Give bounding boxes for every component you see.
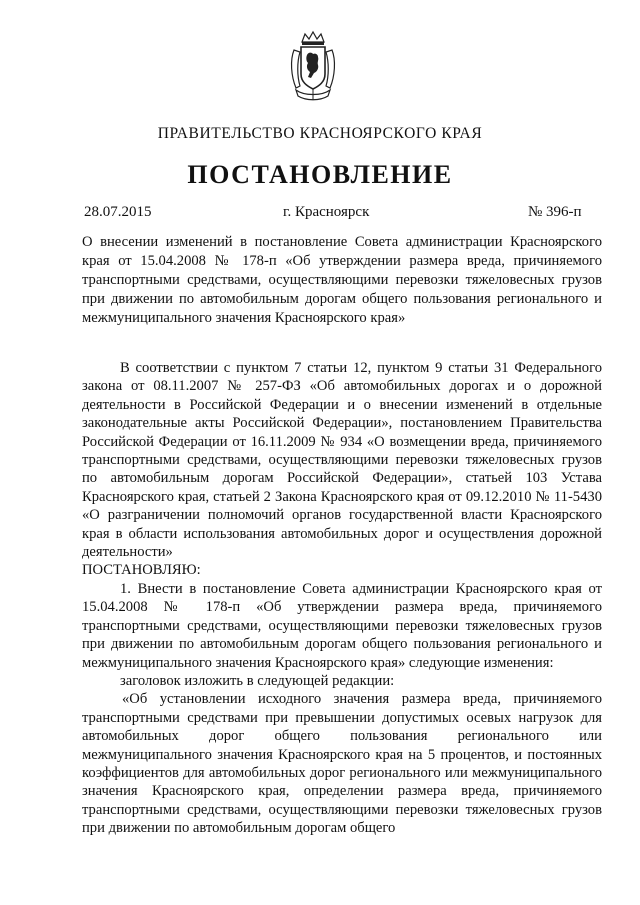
government-name: ПРАВИТЕЛЬСТВО КРАСНОЯРСКОГО КРАЯ	[157, 125, 483, 142]
document-title: ПОСТАНОВЛЕНИЕ	[187, 160, 453, 189]
preamble-paragraph: В соответствии с пунктом 7 статьи 12, пунктом 9 статьи 31 Федерального закона от 08.11.2007 № 257-ФЗ «Об автомобильных дорогах и о дорожной деятельности в Российской Федерации и о внесении изменений в отдельные законодательные акты Российской Федерации», постановлением Правительства Российской Федерации от 16.11.2009 № 934 «О возмещении вреда, причиняемого транспортными средствами, осуществляющими перевозки тяжеловесных грузов по автомобильным дорогам Российской Федерации», статьей 103 Устава Красноярского края, статьей 2 Закона Красноярского края от 09.12.2010 № 11-5430 «О разграничении полномочий органов государственной власти Красноярского края в области использования автомобильных дорог и осуществления дорожной деятельности»	[82, 360, 602, 561]
document-body	[82, 359, 602, 838]
heading-change-paragraph: заголовок изложить в следующей редакции:	[120, 672, 395, 689]
quoted-heading-paragraph: «Об установлении исходного значения размера вреда, причиняемого транспортными средствами при превышении допустимых осевых нагрузок для автомобильных дорог общего пользования регионального или межмуниципального значения Красноярского края на 5 процентов, и постоянных коэффициентов для автомобильных дорог регионального или межмуниципального значения Красноярского края, определении размера вреда, причиняемого транспортными средствами, осуществляющими перевозки тяжеловесных грузов при движении по автомобильным дорогам общего	[82, 691, 602, 837]
item-1-paragraph: 1. Внести в постановление Совета администрации Красноярского края от 15.04.2008 № 178-п «Об утверждении размера вреда, причиняемого транспортными средствами, осуществляющими перевозки тяжеловесных грузов при движении по автомобильным дорогам общего пользования регионального и межмуниципального значения Красноярского края» следующие изменения:	[82, 580, 602, 671]
document-number: № 396-п	[528, 204, 582, 220]
document-date: 28.07.2015	[84, 204, 152, 220]
coat-of-arms-icon	[288, 30, 338, 104]
document-city: г. Красноярск	[283, 204, 370, 220]
document-subject: О внесении изменений в постановление Совета администрации Красноярского края от 15.04.2008 № 178-п «Об утверждении размера вреда, причиняемого транспортными средствами, осуществляющими перевозки тяжеловесных грузов при движении по автомобильным дорогам общего пользования регионального и межмуниципального значения Красноярского края»	[82, 234, 602, 326]
decree-word: ПОСТАНОВЛЯЮ:	[82, 562, 201, 579]
